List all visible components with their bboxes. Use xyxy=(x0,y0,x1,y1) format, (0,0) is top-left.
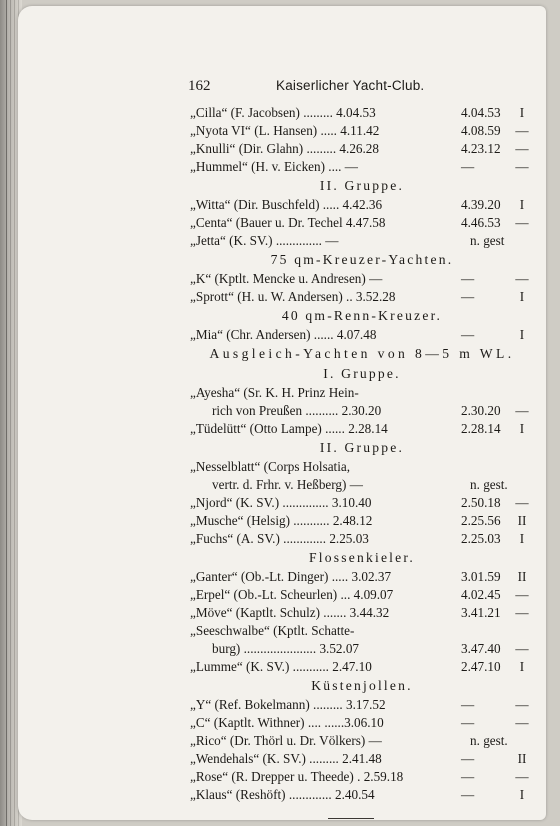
result-row xyxy=(18,640,546,658)
yacht-entry: „Knulli“ (Dir. Glahn) ......... 4.26.28 xyxy=(190,141,379,156)
result-row xyxy=(18,768,546,786)
result-row xyxy=(18,402,546,420)
result-row xyxy=(18,458,546,476)
page-header xyxy=(188,76,528,100)
corrected-time: 4.23.12 xyxy=(461,141,501,156)
section-heading: Küstenjollen. xyxy=(311,678,413,693)
yacht-entry: „Musche“ (Helsig) ........... 2.48.12 xyxy=(190,513,373,528)
result-row xyxy=(18,604,546,622)
section-heading: Ausgleich-Yachten von 8—5 m WL. xyxy=(209,346,515,361)
yacht-entry: „K“ (Kptlt. Mencke u. Andresen) — xyxy=(190,271,383,286)
result-row xyxy=(18,214,546,232)
running-title: Kaiserlicher Yacht-Club. xyxy=(276,78,425,93)
result-row xyxy=(18,586,546,604)
result-row xyxy=(18,476,546,494)
yacht-entry: „Hummel“ (H. v. Eicken) .... — xyxy=(190,159,358,174)
yacht-entry: burg) ...................... 3.52.07 xyxy=(212,641,360,656)
placing: — xyxy=(515,495,529,510)
corrected-time: — xyxy=(461,159,475,174)
yacht-entry: „Jetta“ (K. SV.) .............. — xyxy=(190,233,339,248)
yacht-entry: „Seeschwalbe“ (Kptlt. Schatte- xyxy=(190,623,355,638)
corrected-time: n. gest. xyxy=(470,477,508,492)
yacht-entry: „Njord“ (K. SV.) .............. 3.10.40 xyxy=(190,495,372,510)
end-rule xyxy=(328,818,374,819)
corrected-time: — xyxy=(461,751,475,766)
yacht-entry: „Erpel“ (Ob.-Lt. Scheurlen) ... 4.09.07 xyxy=(190,587,394,602)
page-number: 162 xyxy=(188,78,211,94)
result-row xyxy=(18,494,546,512)
book-page xyxy=(18,6,546,820)
yacht-entry: „Y“ (Ref. Bokelmann) ......... 3.17.52 xyxy=(190,697,386,712)
result-row xyxy=(18,696,546,714)
corrected-time: — xyxy=(461,787,475,802)
yacht-entry: „Fuchs“ (A. SV.) ............. 2.25.03 xyxy=(190,531,369,546)
result-row xyxy=(18,384,546,402)
placing: I xyxy=(519,289,525,304)
corrected-time: — xyxy=(461,769,475,784)
placing: I xyxy=(519,197,525,212)
yacht-entry: „Centa“ (Bauer u. Dr. Techel 4.47.58 xyxy=(190,215,386,230)
results-list xyxy=(18,104,546,804)
result-row xyxy=(18,122,546,140)
corrected-time: — xyxy=(461,289,475,304)
placing: I xyxy=(519,659,525,674)
corrected-time: n. gest xyxy=(470,233,505,248)
corrected-time: 4.02.45 xyxy=(461,587,501,602)
corrected-time: 3.01.59 xyxy=(461,569,501,584)
corrected-time: n. gest. xyxy=(470,733,508,748)
yacht-entry: „Nyota VI“ (L. Hansen) ..... 4.11.42 xyxy=(190,123,380,138)
yacht-entry: „Möve“ (Kaptlt. Schulz) ....... 3.44.32 xyxy=(190,605,390,620)
corrected-time: 2.30.20 xyxy=(461,403,501,418)
result-row xyxy=(18,512,546,530)
yacht-entry: „Tüdelütt“ (Otto Lampe) ...... 2.28.14 xyxy=(190,421,388,436)
corrected-time: — xyxy=(461,697,475,712)
result-row xyxy=(18,622,546,640)
result-row xyxy=(18,326,546,344)
corrected-time: 3.47.40 xyxy=(461,641,501,656)
placing: — xyxy=(515,123,529,138)
placing: — xyxy=(515,141,529,156)
placing: I xyxy=(519,787,525,802)
corrected-time: 2.50.18 xyxy=(461,495,501,510)
result-row xyxy=(18,288,546,306)
yacht-entry: „Mia“ (Chr. Andersen) ...... 4.07.48 xyxy=(190,327,377,342)
section-heading: Flossenkieler. xyxy=(309,550,415,565)
yacht-entry: „Lumme“ (K. SV.) ........... 2.47.10 xyxy=(190,659,372,674)
placing: — xyxy=(515,641,529,656)
corrected-time: 4.04.53 xyxy=(461,105,501,120)
placing: — xyxy=(515,159,529,174)
placing: — xyxy=(515,271,529,286)
result-row xyxy=(18,530,546,548)
placing: — xyxy=(515,605,529,620)
yacht-entry: „Ganter“ (Ob.-Lt. Dinger) ..... 3.02.37 xyxy=(190,569,392,584)
placing: — xyxy=(515,769,529,784)
yacht-entry: „Ayesha“ (Sr. K. H. Prinz Hein- xyxy=(190,385,359,400)
section-heading: II. Gruppe. xyxy=(319,178,405,193)
result-row xyxy=(18,140,546,158)
placing: — xyxy=(515,587,529,602)
corrected-time: 2.25.03 xyxy=(461,531,501,546)
corrected-time: 4.39.20 xyxy=(461,197,501,212)
yacht-entry: „Klaus“ (Reshöft) ............. 2.40.54 xyxy=(190,787,375,802)
yacht-entry: „Sprott“ (H. u. W. Andersen) .. 3.52.28 xyxy=(190,289,396,304)
placing: I xyxy=(519,327,525,342)
corrected-time: 4.46.53 xyxy=(461,215,501,230)
placing: II xyxy=(517,569,527,584)
corrected-time: 2.47.10 xyxy=(461,659,501,674)
yacht-entry: „Rose“ (R. Drepper u. Theede) . 2.59.18 xyxy=(190,769,404,784)
result-row xyxy=(18,568,546,586)
section-heading: I. Gruppe. xyxy=(323,366,401,381)
corrected-time: 2.25.56 xyxy=(461,513,501,528)
result-row xyxy=(18,658,546,676)
result-row xyxy=(18,158,546,176)
yacht-entry: vertr. d. Frhr. v. Heßberg) — xyxy=(212,477,363,492)
yacht-entry: „Cilla“ (F. Jacobsen) ......... 4.04.53 xyxy=(190,105,376,120)
section-heading: II. Gruppe. xyxy=(319,440,405,455)
result-row xyxy=(18,104,546,122)
section-heading: 75 qm-Kreuzer-Yachten. xyxy=(270,252,454,267)
result-row xyxy=(18,732,546,750)
result-row xyxy=(18,420,546,438)
corrected-time: — xyxy=(461,715,475,730)
placing: — xyxy=(515,697,529,712)
yacht-entry: „Witta“ (Dir. Buschfeld) ..... 4.42.36 xyxy=(190,197,383,212)
yacht-entry: rich von Preußen .......... 2.30.20 xyxy=(212,403,382,418)
result-row xyxy=(18,270,546,288)
corrected-time: 2.28.14 xyxy=(461,421,501,436)
placing: I xyxy=(519,105,525,120)
placing: — xyxy=(515,715,529,730)
placing: II xyxy=(517,751,527,766)
section-heading: 40 qm-Renn-Kreuzer. xyxy=(281,308,443,323)
yacht-entry: „C“ (Kaptlt. Withner) .... ......3.06.10 xyxy=(190,715,384,730)
placing: I xyxy=(519,421,525,436)
result-row xyxy=(18,714,546,732)
yacht-entry: „Wendehals“ (K. SV.) ......... 2.41.48 xyxy=(190,751,382,766)
placing: — xyxy=(515,403,529,418)
result-row xyxy=(18,786,546,804)
placing: I xyxy=(519,531,525,546)
placing: II xyxy=(517,513,527,528)
yacht-entry: „Rico“ (Dr. Thörl u. Dr. Völkers) — xyxy=(190,733,382,748)
placing: — xyxy=(515,215,529,230)
result-row xyxy=(18,750,546,768)
result-row xyxy=(18,196,546,214)
corrected-time: 3.41.21 xyxy=(461,605,501,620)
corrected-time: — xyxy=(461,271,475,286)
corrected-time: 4.08.59 xyxy=(461,123,501,138)
corrected-time: — xyxy=(461,327,475,342)
result-row xyxy=(18,232,546,250)
yacht-entry: „Nesselblatt“ (Corps Holsatia, xyxy=(190,459,351,474)
